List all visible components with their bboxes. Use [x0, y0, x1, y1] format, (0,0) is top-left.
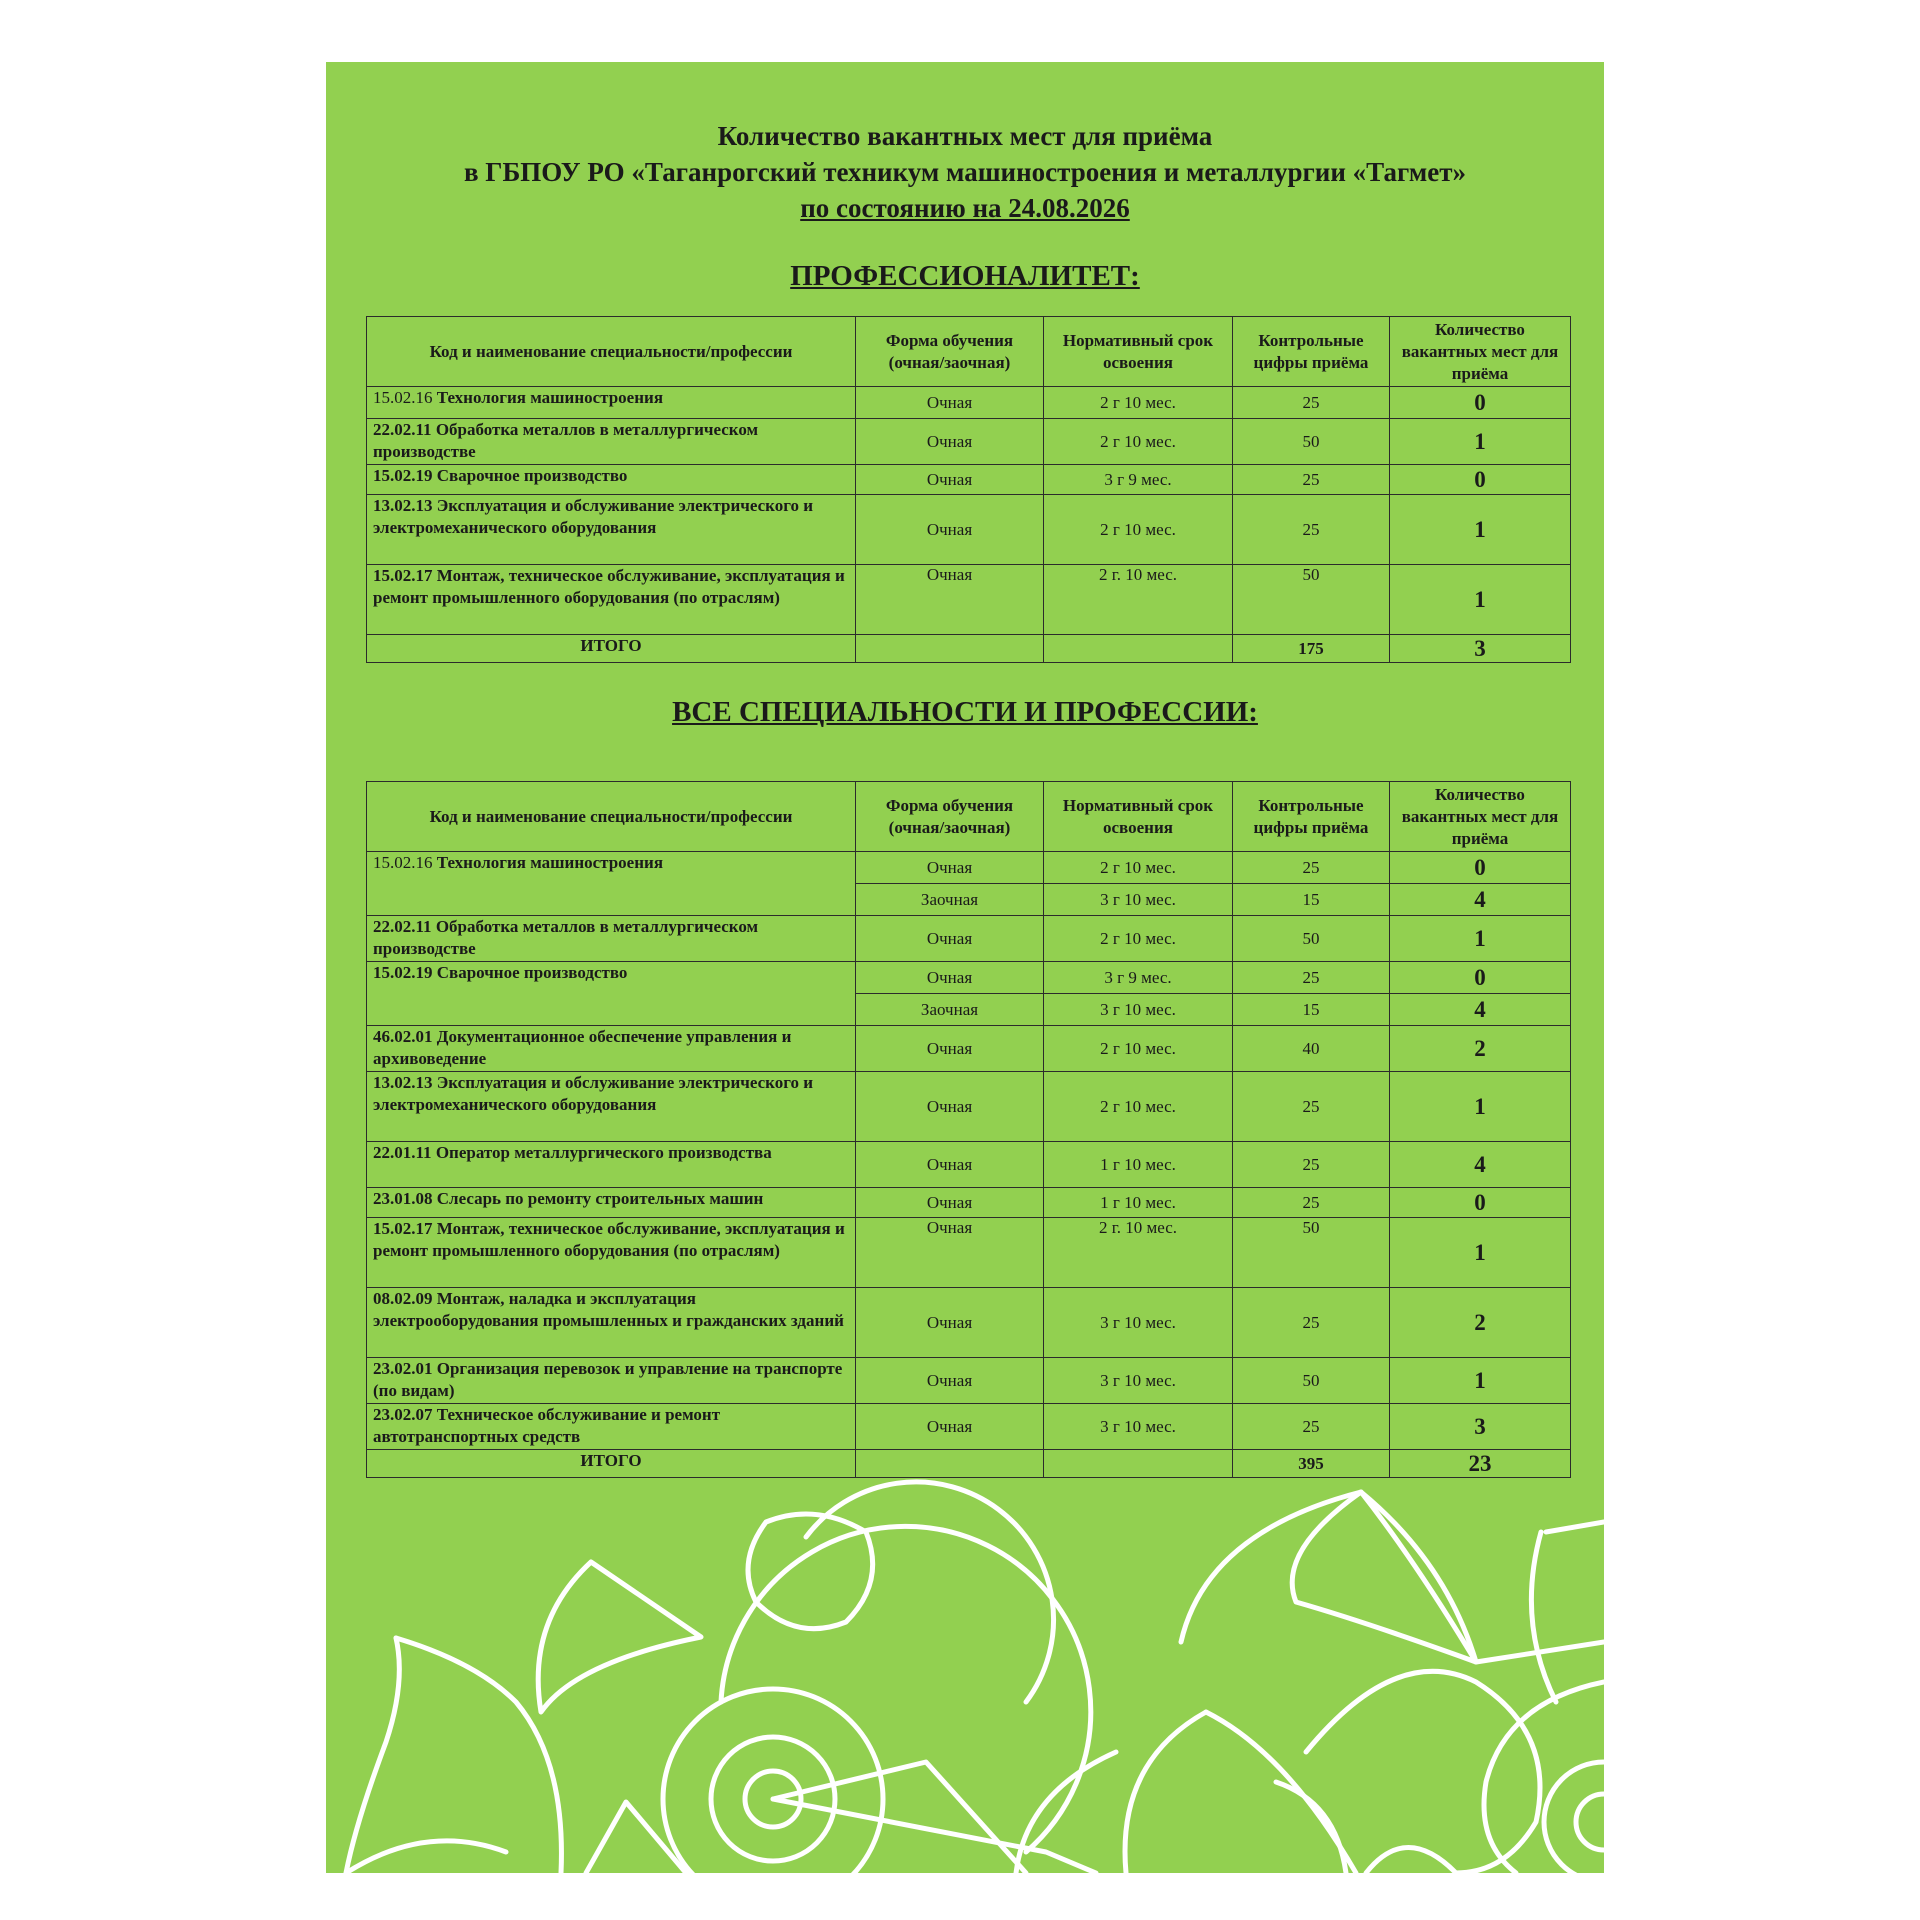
- specialty-name: Монтаж, техническое обслуживание, эксплуатация и ремонт промышленного оборудования (по отраслям): [373, 566, 845, 607]
- control-figures-cell: 40: [1233, 1026, 1390, 1072]
- table-row: [367, 1026, 1571, 1072]
- table-row: [367, 1218, 1571, 1288]
- specialty-name-cell: [367, 852, 856, 916]
- document-title: [326, 118, 1604, 226]
- specialty-name: Обработка металлов в металлургическом производстве: [373, 917, 759, 958]
- header-term: Нормативный срок освоения: [1044, 782, 1233, 852]
- header-control: Контрольные цифры приёма: [1233, 782, 1390, 852]
- study-form-cell: Очная: [856, 495, 1044, 565]
- study-term-cell: 3 г 10 мес.: [1044, 1358, 1233, 1404]
- table-row: [367, 495, 1571, 565]
- title-line-2: в ГБПОУ РО «Таганрогский техникум машиностроения и металлургии «Тагмет»: [463, 157, 1467, 187]
- total-empty-cell: [1044, 1450, 1233, 1478]
- document-sheet: [326, 62, 1604, 1873]
- specialty-code: 46.02.01: [373, 1027, 433, 1046]
- specialty-code: 15.02.16: [373, 388, 433, 407]
- control-figures-cell: 25: [1233, 852, 1390, 884]
- table-row: [367, 916, 1571, 962]
- title-line-1: Количество вакантных мест для приёма: [717, 121, 1213, 151]
- vacant-places-cell: 0: [1390, 852, 1571, 884]
- specialty-name-cell: [367, 419, 856, 465]
- vacant-places-cell: 1: [1390, 565, 1571, 635]
- control-figures-cell: 25: [1233, 465, 1390, 495]
- specialty-code: 13.02.13: [373, 1073, 433, 1092]
- total-label: ИТОГО: [367, 1450, 856, 1478]
- specialty-code: 23.02.01: [373, 1359, 433, 1378]
- specialty-code: 08.02.09: [373, 1289, 433, 1308]
- specialty-name: Сварочное производство: [436, 963, 628, 982]
- header-form: Форма обучения (очная/заочная): [856, 782, 1044, 852]
- specialty-name: Сварочное производство: [436, 466, 628, 485]
- specialty-name: Монтаж, техническое обслуживание, эксплуатация и ремонт промышленного оборудования (по отраслям): [373, 1219, 845, 1260]
- specialty-code: 22.02.11: [373, 917, 432, 936]
- table-row: [367, 1404, 1571, 1450]
- total-control-figures: 175: [1233, 635, 1390, 663]
- study-form-cell: Заочная: [856, 994, 1044, 1026]
- header-control: Контрольные цифры приёма: [1233, 317, 1390, 387]
- control-figures-cell: 25: [1233, 1142, 1390, 1188]
- control-figures-cell: 25: [1233, 1188, 1390, 1218]
- study-term-cell: 2 г. 10 мес.: [1044, 1218, 1233, 1288]
- specialty-name-cell: [367, 465, 856, 495]
- study-form-cell: Очная: [856, 1026, 1044, 1072]
- specialty-name: Техническое обслуживание и ремонт автотранспортных средств: [373, 1405, 721, 1446]
- specialty-name-cell: [367, 1026, 856, 1072]
- total-row: [367, 635, 1571, 663]
- control-figures-cell: 25: [1233, 1404, 1390, 1450]
- study-term-cell: 3 г 9 мес.: [1044, 465, 1233, 495]
- vacant-places-cell: 1: [1390, 916, 1571, 962]
- specialty-code: 15.02.17: [373, 1219, 433, 1238]
- total-control-figures: 395: [1233, 1450, 1390, 1478]
- specialty-code: 23.01.08: [373, 1189, 433, 1208]
- specialty-name: Слесарь по ремонту строительных машин: [436, 1189, 764, 1208]
- control-figures-cell: 50: [1233, 419, 1390, 465]
- specialty-code: 22.01.11: [373, 1143, 432, 1162]
- specialty-name: Эксплуатация и обслуживание электрического и электромеханического оборудования: [373, 496, 814, 537]
- table-row: [367, 1072, 1571, 1142]
- section-title-professionalitet: ПРОФЕССИОНАЛИТЕТ:: [790, 260, 1140, 292]
- table-row: [367, 1288, 1571, 1358]
- specialty-code: 15.02.19: [373, 466, 433, 485]
- study-form-cell: Очная: [856, 1218, 1044, 1288]
- vacant-places-cell: 1: [1390, 1358, 1571, 1404]
- specialty-name: Оператор металлургического производства: [435, 1143, 772, 1162]
- table-professionalitet: [366, 316, 1571, 663]
- table-row: [367, 852, 1571, 884]
- control-figures-cell: 50: [1233, 1218, 1390, 1288]
- header-name: Код и наименование специальности/профессии: [367, 782, 856, 852]
- specialty-code: 22.02.11: [373, 420, 432, 439]
- total-empty-cell: [856, 635, 1044, 663]
- vacant-places-cell: 2: [1390, 1288, 1571, 1358]
- specialty-name: Эксплуатация и обслуживание электрического и электромеханического оборудования: [373, 1073, 814, 1114]
- control-figures-cell: 50: [1233, 916, 1390, 962]
- control-figures-cell: 25: [1233, 387, 1390, 419]
- specialty-name: Документационное обеспечение управления и архивоведение: [373, 1027, 792, 1068]
- study-term-cell: 3 г 9 мес.: [1044, 962, 1233, 994]
- table-row: [367, 1358, 1571, 1404]
- study-term-cell: 1 г 10 мес.: [1044, 1142, 1233, 1188]
- table-row: [367, 1142, 1571, 1188]
- study-form-cell: Очная: [856, 419, 1044, 465]
- specialty-name-cell: [367, 565, 856, 635]
- specialty-name: Технология машиностроения: [436, 388, 664, 407]
- specialty-name-cell: [367, 1288, 856, 1358]
- specialty-code: 13.02.13: [373, 496, 433, 515]
- vacant-places-cell: 4: [1390, 1142, 1571, 1188]
- vacant-places-cell: 1: [1390, 1072, 1571, 1142]
- table-header-row: [367, 782, 1571, 852]
- study-term-cell: 2 г 10 мес.: [1044, 852, 1233, 884]
- study-form-cell: Очная: [856, 962, 1044, 994]
- table-row: [367, 962, 1571, 994]
- specialty-code: 15.02.19: [373, 963, 433, 982]
- vacant-places-cell: 4: [1390, 994, 1571, 1026]
- specialty-name-cell: [367, 495, 856, 565]
- total-empty-cell: [856, 1450, 1044, 1478]
- total-vacant-places: 3: [1390, 635, 1571, 663]
- specialty-name: Монтаж, наладка и эксплуатация электрооборудования промышленных и гражданских зданий: [373, 1289, 844, 1330]
- table-row: [367, 465, 1571, 495]
- specialty-code: 15.02.16: [373, 853, 433, 872]
- specialty-name-cell: [367, 962, 856, 1026]
- specialty-name: Организация перевозок и управление на транспорте (по видам): [373, 1359, 843, 1400]
- study-form-cell: Очная: [856, 465, 1044, 495]
- table-row: [367, 1188, 1571, 1218]
- header-name: Код и наименование специальности/профессии: [367, 317, 856, 387]
- specialty-name-cell: [367, 1142, 856, 1188]
- control-figures-cell: 25: [1233, 495, 1390, 565]
- control-figures-cell: 25: [1233, 962, 1390, 994]
- specialty-name: Технология машиностроения: [436, 853, 664, 872]
- specialty-name-cell: [367, 387, 856, 419]
- table-row: [367, 387, 1571, 419]
- specialty-name-cell: [367, 1358, 856, 1404]
- vacant-places-cell: 4: [1390, 884, 1571, 916]
- vacant-places-cell: 1: [1390, 419, 1571, 465]
- table-header-row: [367, 317, 1571, 387]
- vacant-places-cell: 0: [1390, 962, 1571, 994]
- study-term-cell: 2 г 10 мес.: [1044, 916, 1233, 962]
- control-figures-cell: 50: [1233, 1358, 1390, 1404]
- study-form-cell: Очная: [856, 1404, 1044, 1450]
- study-form-cell: Очная: [856, 565, 1044, 635]
- section-title-all-specialties: ВСЕ СПЕЦИАЛЬНОСТИ И ПРОФЕССИИ:: [672, 696, 1258, 728]
- study-form-cell: Очная: [856, 1288, 1044, 1358]
- control-figures-cell: 25: [1233, 1072, 1390, 1142]
- control-figures-cell: 50: [1233, 565, 1390, 635]
- control-figures-cell: 15: [1233, 994, 1390, 1026]
- specialty-name-cell: [367, 1188, 856, 1218]
- specialty-code: 23.02.07: [373, 1405, 433, 1424]
- specialty-code: 15.02.17: [373, 566, 433, 585]
- study-form-cell: Очная: [856, 916, 1044, 962]
- study-term-cell: 3 г 10 мес.: [1044, 1288, 1233, 1358]
- header-vacant: Количество вакантных мест для приёма: [1390, 317, 1571, 387]
- header-form: Форма обучения (очная/заочная): [856, 317, 1044, 387]
- total-empty-cell: [1044, 635, 1233, 663]
- study-term-cell: 3 г 10 мес.: [1044, 994, 1233, 1026]
- study-form-cell: Очная: [856, 1188, 1044, 1218]
- vacant-places-cell: 2: [1390, 1026, 1571, 1072]
- study-form-cell: Очная: [856, 852, 1044, 884]
- total-label: ИТОГО: [367, 635, 856, 663]
- study-form-cell: Заочная: [856, 884, 1044, 916]
- specialty-name: Обработка металлов в металлургическом производстве: [373, 420, 759, 461]
- specialty-name-cell: [367, 1218, 856, 1288]
- control-figures-cell: 15: [1233, 884, 1390, 916]
- vacant-places-cell: 1: [1390, 495, 1571, 565]
- vacant-places-cell: 0: [1390, 465, 1571, 495]
- control-figures-cell: 25: [1233, 1288, 1390, 1358]
- vacant-places-cell: 3: [1390, 1404, 1571, 1450]
- specialty-name-cell: [367, 916, 856, 962]
- table-row: [367, 565, 1571, 635]
- study-term-cell: 3 г 10 мес.: [1044, 1404, 1233, 1450]
- study-term-cell: 2 г. 10 мес.: [1044, 565, 1233, 635]
- specialty-name-cell: [367, 1072, 856, 1142]
- vacant-places-cell: 1: [1390, 1218, 1571, 1288]
- total-row: [367, 1450, 1571, 1478]
- header-vacant: Количество вакантных мест для приёма: [1390, 782, 1571, 852]
- total-vacant-places: 23: [1390, 1450, 1571, 1478]
- study-form-cell: Очная: [856, 1072, 1044, 1142]
- title-date: по состоянию на 24.08.2026: [800, 193, 1130, 223]
- study-term-cell: 2 г 10 мес.: [1044, 495, 1233, 565]
- study-form-cell: Очная: [856, 1358, 1044, 1404]
- study-term-cell: 3 г 10 мес.: [1044, 884, 1233, 916]
- header-term: Нормативный срок освоения: [1044, 317, 1233, 387]
- specialty-name-cell: [367, 1404, 856, 1450]
- study-term-cell: 2 г 10 мес.: [1044, 1072, 1233, 1142]
- vacant-places-cell: 0: [1390, 1188, 1571, 1218]
- study-term-cell: 2 г 10 мес.: [1044, 1026, 1233, 1072]
- table-all-specialties: [366, 781, 1571, 1478]
- study-term-cell: 2 г 10 мес.: [1044, 419, 1233, 465]
- vacant-places-cell: 0: [1390, 387, 1571, 419]
- study-term-cell: 1 г 10 мес.: [1044, 1188, 1233, 1218]
- study-form-cell: Очная: [856, 1142, 1044, 1188]
- study-term-cell: 2 г 10 мес.: [1044, 387, 1233, 419]
- study-form-cell: Очная: [856, 387, 1044, 419]
- table-row: [367, 419, 1571, 465]
